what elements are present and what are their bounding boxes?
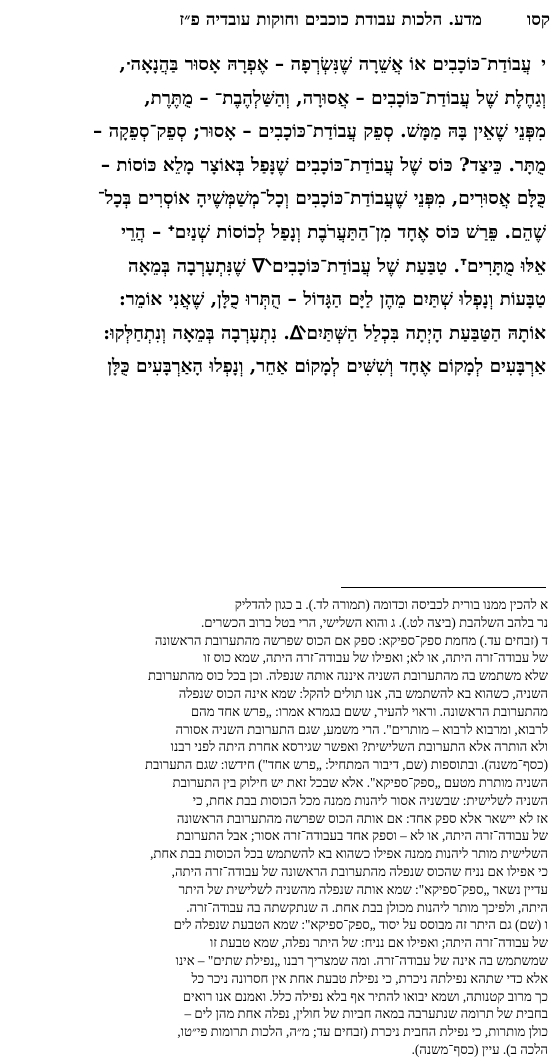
footnote-line: השניה מותרת מטעם „ספק־ספיקא". אלא שבכל זאת יש חילוק בין התערובת (172, 774, 548, 790)
footnote-line: השניה לשלישית: שבשניה אסור ליהנות ממנה מכל הכוסות בבת אחת, כי (192, 792, 548, 808)
footnote-line: לרבוא, ומרבוא לרבוא – מותרים". הרי משמע, שגם התערובת השניה אסורה (175, 721, 548, 737)
running-title: מדע. הלכות עבודת כוכבים וחוקות עובדיה פ״ז (179, 10, 482, 30)
footnote-line: של עבודה־זרה היתה; ואפילו אם נניח: של היתר נפלה, שמא טבעת זו (209, 935, 548, 951)
footnote-line: השניה, כשהוא בא להשתמש בה, אנו תולים להקל: שמא אינה הכוס שנפלה (178, 685, 548, 701)
footnote-line: שמשתמש בה אינה של עבודה־זרה. ומה שמצריך רבנו „נפילת שתים" – אינו (175, 952, 548, 968)
body-line: טַבָּעוֹת וְנָפְלוּ שְׁתַּיִם מֵהֶן לַיָּם הַגָּדוֹל – הֻתְּרוּ כֻלָּן, שֶׁאֲנִי אוֹמֵר: (118, 289, 546, 311)
footnote-line: (כסף־משנה). ובתוספות (שם, דיבור המתחיל: „פרש אחד") חידשו: שגם התערובת (144, 757, 548, 773)
body-line: יעֲבוֹדַת־כּוֹכָבִים אוֹ אֲשֵׁרָה שֶׁנִּשְׂרְפָה – אֶפְרָהּ אָסוּר בַּהֲנָאָהᐧ, (119, 54, 546, 75)
footnote-line: ד (זבחים עד.) מחמת ספק־ספיקא: ספק אם הכוס שפרשה מהתערובת הראשונה (154, 632, 548, 648)
footnote-line: כך מרוב קטנותה, ושמא יבואו להתיר אף בלא נפילה כלל. ואמנם אנו רואים (182, 988, 548, 1004)
footnote-line: נר בלהב השלהבת (ביצה לט.). ג והוא השלישי, הרי בטל ברוב הכשרים. (200, 614, 548, 630)
footnote-line: של עבודה־זרה היתה, או לא – וספק אחד בעבודה־זרה אסור; אבל התערובת (176, 828, 548, 844)
verse-mark: י (541, 54, 546, 75)
footnote-line: כולן מותרות, כי נפילת החבית ניכרת (זבחים עד; מ״ה, הלכות תרומות פי״טו, (177, 1024, 548, 1040)
footnote-line: היתה, ולפיכך מותר ליהנות מכולן בבת אחת. ה שנתקשתה בה עבודה־זרה. (186, 899, 548, 915)
body-line: מֻתָּר. כֵּיצַד? כּוֹס שֶׁל עֲבוֹדַת־כּוֹכָבִים שֶׁנָּפַל בְּאוֹצָר מָלֵא כּוֹסוֹת – (100, 154, 546, 176)
halakha-text (16, 48, 546, 384)
running-header (14, 10, 550, 36)
footnote-line: א להכין ממנו בורית לכביסה וכדומה (תמורה לד.). ב כגון להדליק (234, 597, 548, 612)
footnote-line: ולא הותרה אלא התערובת השלישית? ואפשר שגירסא אחרת היתה לפני רבנו (170, 739, 548, 755)
page-number: קסו (526, 10, 550, 30)
footnote-line: עדיין נשאר „ספק־ספיקא": שמא אותה שנפלה מהשניה לשלישית של היתר (178, 881, 548, 897)
footnote-line: בחבית של תרומה שנתערבה במאה חביות של חולין, נפלה אחת מהן לים – (184, 1006, 548, 1022)
body-line: מִפְּנֵי שֶׁאֵין בָּהּ מַמָּשׁ. סְפֵק עֲבוֹדַת־כּוֹכָבִים – אָסוּר; סְפֵק־סְפֵקָה – (93, 121, 546, 143)
footnote-line: של עבודה־זרה היתה, או לא; ואפילו של עבודה־זרה היתה, שמא כוס זו (203, 650, 548, 666)
body-line: אַרְבָּעִים לְמָקוֹם אֶחָד וְשִׁשִּׁים לְמָקוֹם אַחֵר, וְנָפְלוּ הָאַרְבָּעִים כֻּלָּן (107, 356, 546, 378)
body-line: שֶׁהֵם. פֵּרַשׁ כּוֹס אֶחָד מִן־הַתַּעֲרֹבֶת וְנָפַל לְכוֹסוֹת שְׁנַיִםᐩ – הֲרֵי (121, 221, 546, 243)
footnote-line: מהתערובת הראשונה. וראוי להעיר, ששם בגמרא אמרו: „פרש אחד מהם (190, 703, 548, 719)
footnotes (14, 596, 548, 1059)
footnote-line: השלישית מותר ליהנות ממנה אפילו כשהוא בא להשתמש בכל הכוסות בבת אחת, (150, 846, 548, 862)
footnote-line: ו (שם) גם היתר זה מבוסס על יסוד „ספק־ספיקא": שמא הטבעת שנפלה לים (173, 917, 548, 933)
footnote-line: אלא כדי שתהא נפילתה ניכרת, כי נפילת טבעת אחת אין חסרונה ניכר כל (191, 970, 548, 986)
footnote-line: אז לא יישאר אלא ספק אחד: אם אותה הכוס שפרשה מהתערובת הראשונה (176, 810, 548, 826)
footnote-line: כי אפילו אם נניח שהכוס שנפלה מהתערובת הראשונה של עבודה־זרה היתה, (171, 863, 548, 879)
body-line: וְגַחֶלֶת שֶׁל עֲבוֹדַת־כּוֹכָבִים – אֲסוּרָה, וְהַשַּׁלְהֶבֶתᐨ – מֻתֶּרֶת, (144, 87, 546, 109)
footnote-line: הלכה ב). עיין (כסף־משנה). (411, 1041, 548, 1057)
footnote-divider (341, 587, 546, 588)
body-line: אֵלּוּ מֻתָּרִיםᐪ. טַבַּעַת שֶׁל עֲבוֹדַת־כּוֹכָבִיםᐫ שֶׁנִּתְעָרְבָה בְּמֵאָה (128, 255, 546, 277)
body-line: אוֹתָהּ הַטַּבַּעַת הָיְתָה בִּכְלַל הַשְּׁתַּיִםᐬ. נִתְעָרְבָה בְּמֵאָה וְנִתְחַלְּקוּ: (103, 322, 546, 344)
footnote-line: שלא משתמש בה מהתערובת השניה איננה אותה שנפלה. וכן בכל כוס מהתערובת (147, 668, 548, 684)
body-line: כֻּלָּם אֲסוּרִים, מִפְּנֵי שֶׁעֲבוֹדַת־כּוֹכָבִים וְכָל־מְשַׁמְּשֶׁיהָ אוֹסְרִים בְּכָל־ (97, 188, 546, 210)
